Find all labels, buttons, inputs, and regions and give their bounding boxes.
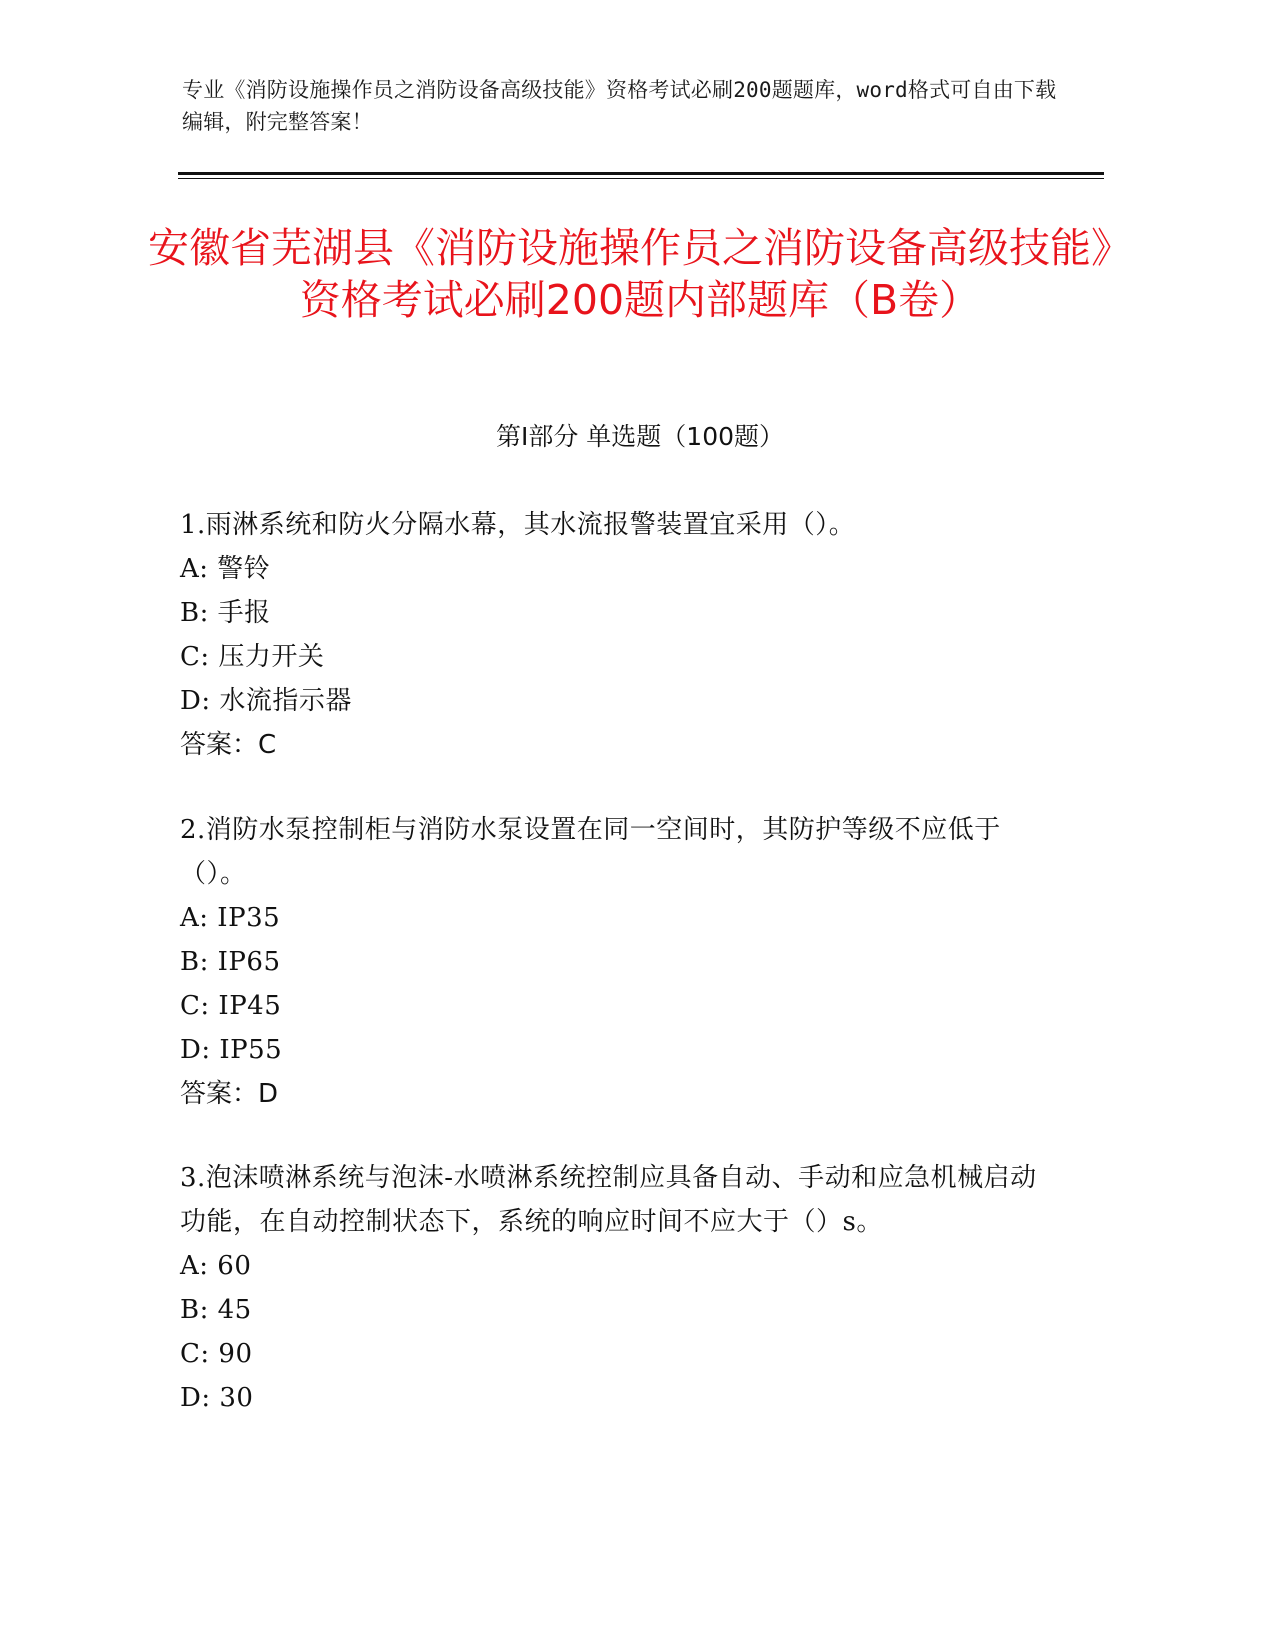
option-a: A: 警铃 [180,554,271,584]
answer: 答案：C [180,730,277,760]
option-b: B: IP65 [180,947,281,977]
question-stem: 2.消防水泵控制柜与消防水泵设置在同一空间时，其防护等级不应低于（）。 [180,815,1001,889]
header-rule-thick [178,172,1104,175]
option-b: B: 45 [180,1295,252,1325]
option-d: D: IP55 [180,1035,283,1065]
answer: 答案：D [180,1079,279,1109]
option-c: C: 压力开关 [180,642,325,672]
question-stem: 1.雨淋系统和防火分隔水幕，其水流报警装置宜采用（）。 [180,510,856,540]
option-c: C: IP45 [180,991,282,1021]
section-title: 第Ⅰ部分 单选题（100题） [495,422,785,451]
document-title: 安徽省芜湖县《消防设施操作员之消防设备高级技能》资格考试必刷200题内部题库（B卷） [148,224,1132,324]
question-2 [180,808,1040,1116]
option-a: A: 60 [180,1251,252,1281]
option-b: B: 手报 [180,598,271,628]
option-c: C: 90 [180,1339,253,1369]
question-stem: 3.泡沫喷淋系统与泡沫-水喷淋系统控制应具备自动、手动和应急机械启动功能，在自动控制状态下，系统的响应时间不应大于（）s。 [180,1163,1037,1237]
option-a: A: IP35 [180,903,281,933]
header-note: 专业《消防设施操作员之消防设备高级技能》资格考试必刷200题题库，word格式可自由下载编辑，附完整答案！ [182,78,1057,134]
option-d: D: 30 [180,1383,254,1413]
question-3 [180,1156,1040,1420]
option-d: D: 水流指示器 [180,686,352,716]
question-1 [180,503,1040,767]
header-rule-thin [178,178,1104,179]
